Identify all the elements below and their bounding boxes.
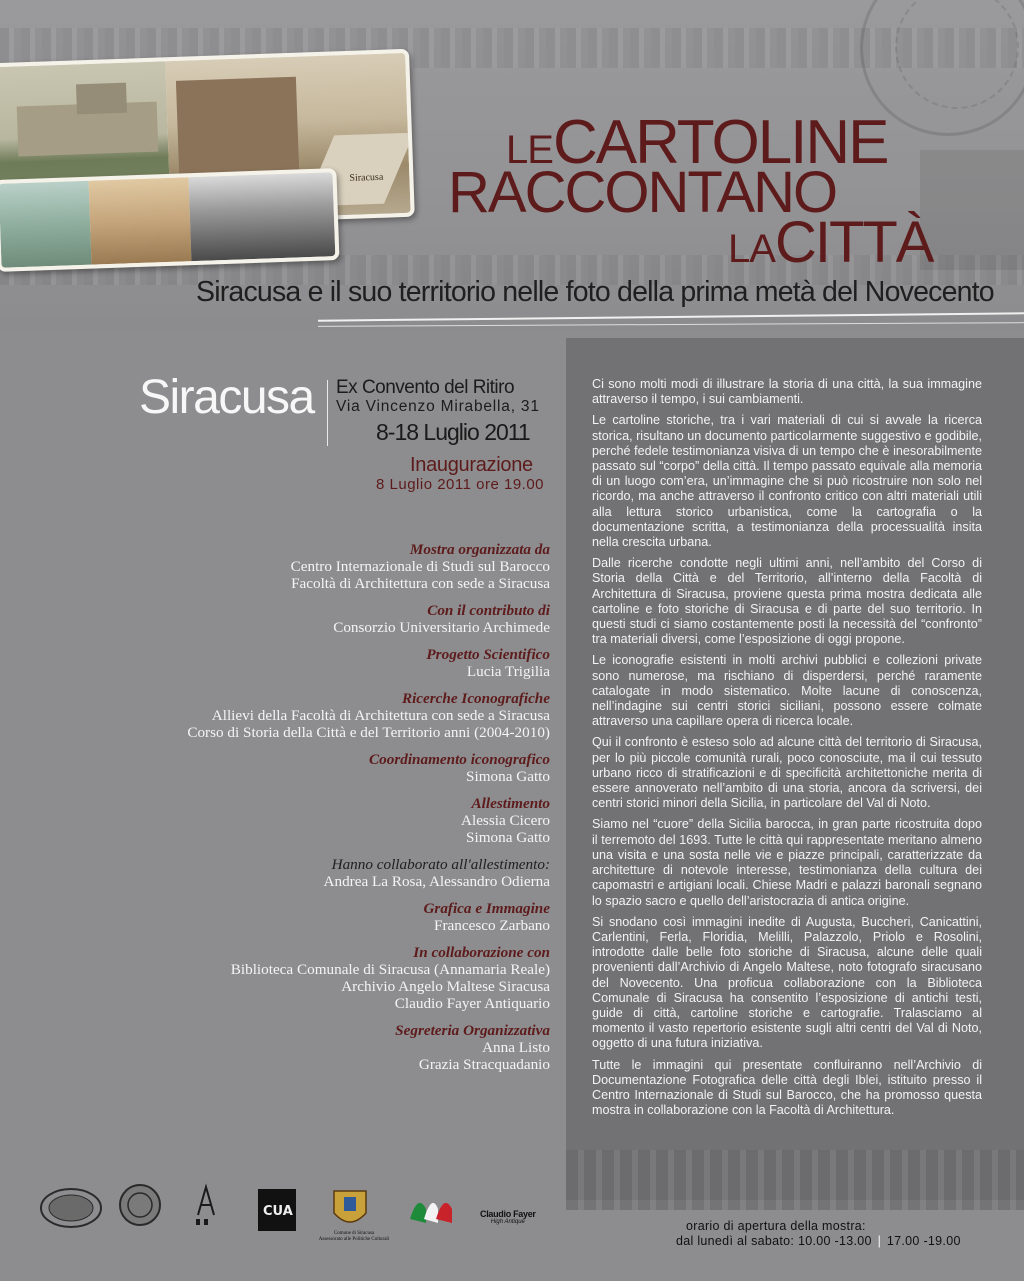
credit-line: Francesco Zarbano: [434, 917, 550, 934]
architecture-faculty-logo-icon: [184, 1183, 234, 1233]
postcard-caption: Siracusa: [349, 171, 384, 184]
credit-group: [0, 856, 550, 890]
credit-group: [0, 690, 550, 741]
credit-heading: Ricerche Iconografiche: [401, 690, 550, 707]
inauguration-time: 8 Luglio 2011 ore 19.00: [376, 476, 545, 493]
credit-heading: Coordinamento iconografico: [369, 751, 550, 768]
title-le: LE: [506, 128, 553, 172]
credit-group: [0, 1022, 550, 1073]
credit-line: Allievi della Facoltà di Architettura con sede a Siracusa: [211, 707, 550, 724]
inauguration-label: Inaugurazione: [410, 454, 533, 476]
hours-row: [676, 1234, 961, 1249]
svg-text:CUA: CUA: [263, 1204, 293, 1219]
title-cartoline: CARTOLINE: [552, 108, 888, 177]
credit-line: Grazia Stracquadanio: [418, 1056, 550, 1073]
paragraph: Qui il confronto è esteso solo ad alcune città del territorio di Siracusa, per lo più piccole comunità rurali, poco conosciute, ma il cui tessuto urbano ricco di stratificazioni e di specificità architettoniche merita di essere annoverato nell’ambito di una storia, ancora da scriversi, dei centri storici minori della Sicilia, in particolare del Val di Noto.: [592, 735, 982, 811]
intro-text: [592, 377, 982, 1124]
paragraph: Le iconografie esistenti in molti archivi pubblici e collezioni private sono numerose, ma rischiano di disperdersi, perché raramente catalogate in modo sistematico. Molte lacune di conoscenza, nell’indagine sui centri storici siciliani, possono essere colmate attraverso una capillare opera di ricerca locale.: [592, 653, 982, 729]
panel-grunge-edge: [566, 1150, 1024, 1210]
title-citta: CITTÀ: [774, 210, 933, 275]
paragraph: Le cartoline storiche, tra i vari materiali di cui si avvale la ricerca storica, risultano un documento particolarmente suggestivo e godibile, perché fedele testimonianza visiva di un tempo che è inesorabilmente passato sul “corpo” della città. Il tempo passato equivale alla memoria di un luogo com’era, un’immagine che si può ricostruire non solo nel ricordo, ma anche attraverso il confronto critico con altri materiali utili alla lettura storico urbanistica, come la cartografia o la documentazione scritta, a testimonianza della processualità insita nella crescita urbana.: [592, 413, 982, 550]
credit-group: [0, 751, 550, 785]
credit-line: Claudio Fayer Antiquario: [394, 995, 550, 1012]
credit-line: Anna Listo: [482, 1039, 550, 1056]
event-dates: 8-18 Luglio 2011: [376, 419, 530, 445]
credit-line: Simona Gatto: [466, 829, 550, 846]
barocco-centre-seal-icon: [38, 1187, 104, 1229]
grunge-patch: [920, 150, 1024, 270]
credit-line: Simona Gatto: [466, 768, 550, 785]
cua-logo-icon: [258, 1189, 296, 1231]
credit-heading: Segreteria Organizzativa: [395, 1022, 550, 1039]
hours-days: dal lunedì al sabato:: [676, 1234, 795, 1248]
paragraph: Dalle ricerche condotte negli ultimi anni, nell’ambito del Corso di Storia della Città e del Territorio, all’interno della Facoltà di Architettura di Siracusa, proviene questa prima mostra dedicata alle cartoline e foto storiche di Siracusa e di parte del suo territorio. In questi studi ci siamo costantemente posti la necessità del “confronto” tra materiali diversi, come l’esposizione di oggi propone.: [592, 556, 982, 647]
title-la: LA: [728, 227, 775, 271]
credit-line: Archivio Angelo Maltese Siracusa: [341, 978, 550, 995]
credit-heading: Progetto Scientifico: [426, 646, 550, 663]
credit-heading: Grafica e Immagine: [423, 900, 550, 917]
credit-group: [0, 795, 550, 846]
credit-line: Lucia Trigilia: [466, 663, 550, 680]
credit-line: Centro Internazionale di Studi sul Barocco: [290, 558, 550, 575]
postcard-bottom: [0, 168, 340, 272]
credit-line: Alessia Cicero: [461, 812, 550, 829]
credit-line: Biblioteca Comunale di Siracusa (Annamaria Reale): [230, 961, 550, 978]
paragraph: Ci sono molti modi di illustrare la storia di una città, la sua immagine attraverso il tempo, i sui cambiamenti.: [592, 377, 982, 407]
credit-line: Facoltà di Architettura con sede a Siracusa: [291, 575, 550, 592]
credit-group: [0, 541, 550, 592]
credit-group: [0, 602, 550, 636]
event-address: Via Vincenzo Mirabella, 31: [336, 398, 540, 415]
hours-afternoon: 17.00 -19.00: [886, 1234, 961, 1248]
italia-150-flag-icon: [408, 1189, 454, 1225]
fayer-logo: Claudio Fayer High Antique: [480, 1209, 536, 1225]
credit-heading: In collaborazione con: [413, 944, 550, 961]
postcard-photo-bw: [189, 172, 336, 261]
comune-coat-of-arms-icon: [330, 1183, 370, 1231]
credit-heading: Mostra organizzata da: [409, 541, 550, 558]
hours-morning: 10.00 -13.00: [797, 1234, 872, 1248]
credit-line: Andrea La Rosa, Alessandro Odierna: [323, 873, 550, 890]
hours-label: orario di apertura della mostra:: [686, 1219, 866, 1233]
paragraph: Si snodano così immagini inedite di Augusta, Buccheri, Canicattini, Carlentini, Ferla, Floridia, Melilli, Palazzolo, Priolo e Rosolini, introdotte dalle belle foto storiche di Siracusa, alcune delle quali provenienti dall’Archivio di Angelo Maltese, noto fotografo siracusano del Novecento. Una proficua collaborazione con la Biblioteca Comunale di Siracusa ha consentito l’esposizione di antichi testi, guide di città, cartoline storiche e cartografie. Tralasciamo al momento il vasto repertorio esistente sugli altri centri del Val di Noto, oggetto di una futura iniziativa.: [592, 914, 982, 1051]
credit-group: [0, 646, 550, 680]
event-venue: Ex Convento del Ritiro: [336, 377, 515, 398]
credit-group: [0, 900, 550, 934]
vertical-divider: [327, 380, 328, 446]
credit-heading: Hanno collaborato all'allestimento:: [331, 856, 550, 873]
credit-heading: Con il contributo di: [427, 602, 550, 619]
opening-hours: [676, 1219, 961, 1249]
postcard-photo-sepia: [89, 177, 192, 264]
paragraph: Siamo nel “cuore” della Sicilia barocca, in gran parte ricostruita dopo il terremoto del 1693. Tutte le città qui rappresentate meritano almeno una visita e una sosta nelle vie e piazze principali, caratterizzate da architetture di notevole interesse, testimonianza della cultura dei capomastri e artigiani locali. Chiese Madri e palazzi baronali segnano lo spazio sacro e quello dell’aristocrazia di antica origine.: [592, 817, 982, 908]
credit-line: Consorzio Universitario Archimede: [333, 619, 550, 636]
credits-list: [0, 541, 550, 1083]
title-raccontano: RACCONTANO: [448, 160, 837, 225]
subtitle: Siracusa e il suo territorio nelle foto della prima metà del Novecento: [196, 276, 994, 308]
credit-group: [0, 944, 550, 1012]
comune-caption: Comune di Siracusa Assessorato alle Politiche Culturali: [318, 1231, 390, 1242]
sponsor-logos: [38, 1183, 558, 1243]
event-city: Siracusa: [139, 371, 314, 424]
credit-heading: Allestimento: [471, 795, 550, 812]
university-seal-icon: [118, 1183, 162, 1227]
postcard-photo-green: [0, 181, 92, 268]
title-line-3: [728, 210, 933, 275]
paragraph: Tutte le immagini qui presentate confluiranno nell’Archivio di Documentazione Fotografica delle città degli Iblei, istituito presso il Centro Internazionale di Studi sul Barocco, che ha promosso questa mostra in collaborazione con la Facoltà di Architettura.: [592, 1057, 982, 1118]
hours-separator: |: [877, 1234, 882, 1248]
credit-line: Corso di Storia della Città e del Territorio anni (2004-2010): [187, 724, 550, 741]
